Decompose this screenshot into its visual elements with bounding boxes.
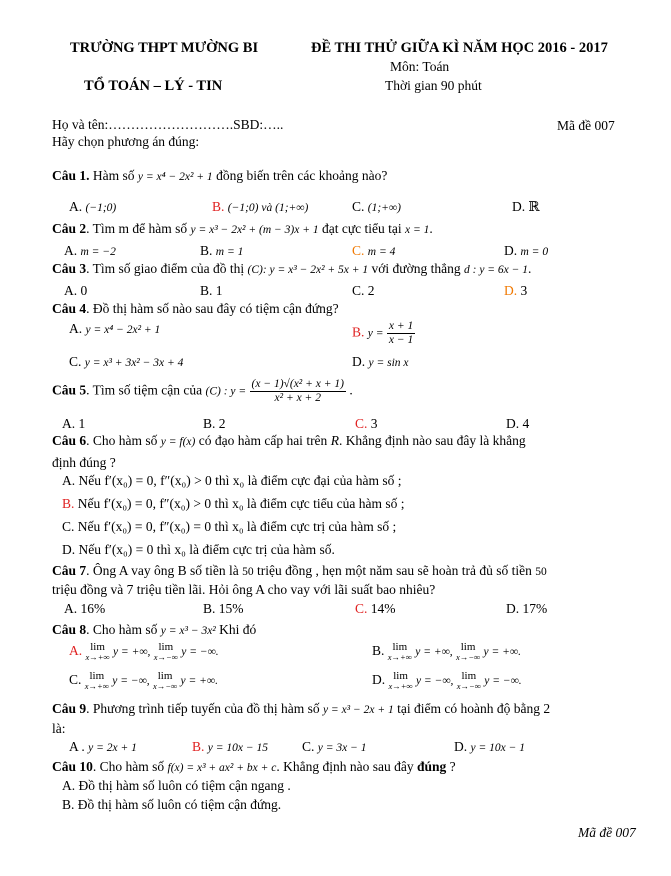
- lim-sub: x→+∞: [387, 652, 412, 662]
- question-text: .: [528, 261, 532, 276]
- question-text: đồng biến trên các khoảng nào?: [216, 168, 388, 183]
- option-letter: D.: [504, 243, 518, 258]
- option-a[interactable]: [64, 243, 116, 259]
- option-d[interactable]: [512, 199, 540, 215]
- limit: [86, 642, 110, 662]
- option-letter: C.: [352, 243, 365, 258]
- option-letter: D.: [506, 601, 520, 616]
- option-c[interactable]: [69, 671, 218, 691]
- option-b[interactable]: [62, 496, 405, 512]
- question-text: . Khẳng định nào sau đây: [276, 759, 414, 774]
- option-letter: C.: [302, 739, 315, 754]
- option-c[interactable]: [352, 243, 395, 259]
- option-a[interactable]: [69, 642, 219, 662]
- option-value: Đồ thị hàm số luôn có tiệm cận ngang .: [78, 778, 291, 793]
- formula: y =: [367, 327, 384, 340]
- option-value: y = 10x − 1: [470, 742, 525, 754]
- option-value: ℝ: [528, 199, 540, 214]
- formula: y = x³ − 3x²: [160, 625, 216, 637]
- formula: y = f(x): [160, 436, 196, 448]
- name-line: Họ và tên:……………………….SBD:…..: [52, 117, 284, 132]
- question-text: Hàm số: [92, 168, 135, 183]
- option-letter: A.: [69, 321, 83, 336]
- lim-word: lim: [460, 641, 476, 653]
- question-3: [52, 261, 531, 277]
- option-value: 2: [218, 416, 226, 431]
- option-d[interactable]: [506, 601, 547, 617]
- option-letter: A .: [69, 739, 85, 754]
- question-text: .: [429, 221, 433, 236]
- exam-code: Mã đề 007: [557, 118, 615, 133]
- option-c[interactable]: [355, 601, 396, 617]
- option-letter: B.: [192, 739, 205, 754]
- option-a[interactable]: [69, 199, 116, 215]
- limit: [153, 671, 177, 691]
- option-d[interactable]: [372, 671, 522, 691]
- option-value: y = 2x + 1: [88, 742, 137, 754]
- question-label: Câu 8: [52, 622, 87, 637]
- lim-word: lim: [90, 641, 105, 653]
- option-letter: A.: [69, 643, 83, 659]
- formula: (C): y = x³ − 2x² + 5x + 1: [247, 264, 369, 276]
- question-label: Câu 3: [52, 261, 87, 276]
- question-label: Câu 1.: [52, 168, 90, 183]
- option-b[interactable]: [372, 642, 521, 662]
- option-value: (−1;0): [85, 202, 117, 214]
- option-value: Nếu f′(x₀) = 0, f″(x₀) = 0 thì x₀ là điểm cực trị của hàm số ;: [77, 519, 397, 534]
- option-letter: B.: [62, 496, 75, 511]
- option-a[interactable]: [69, 321, 160, 337]
- option-d[interactable]: [504, 243, 548, 259]
- department: TỔ TOÁN – LÝ - TIN: [84, 78, 223, 94]
- option-value: 14%: [370, 601, 396, 616]
- numerator: (x − 1)√(x² + x + 1): [251, 378, 344, 390]
- option-value: y = 10x − 15: [207, 742, 268, 754]
- question-10: [52, 759, 456, 775]
- fraction: [250, 378, 346, 405]
- lim-word: lim: [392, 641, 408, 653]
- option-value: y = 3x − 1: [317, 742, 367, 754]
- question-7-line2: triệu đồng và 7 triệu tiền lãi. Hỏi ông A cho vay với lãi suất bao nhiêu?: [52, 582, 436, 597]
- question-1: [52, 168, 387, 184]
- question-6: [52, 433, 526, 449]
- option-letter: D.: [352, 354, 366, 369]
- option-letter: A.: [62, 416, 76, 431]
- option-letter: B.: [203, 416, 216, 431]
- option-letter: C.: [69, 672, 82, 688]
- option-value: Đồ thị hàm số luôn có tiệm cận đứng.: [77, 797, 282, 812]
- option-c[interactable]: [302, 739, 367, 755]
- numerator: x + 1: [388, 320, 414, 332]
- option-letter: D.: [454, 739, 468, 754]
- lim-word: lim: [461, 670, 477, 682]
- option-c[interactable]: [69, 354, 183, 370]
- lim-word: lim: [158, 641, 174, 653]
- option-value: 0: [80, 283, 88, 298]
- limit: [85, 671, 109, 691]
- limit: [457, 671, 481, 691]
- lim-sub: x→−∞: [153, 652, 178, 662]
- question-label: Câu 5: [52, 382, 87, 398]
- question-text: . Phương trình tiếp tuyến của đồ thị hàm số: [86, 701, 320, 716]
- option-value: y = sin x: [368, 357, 409, 369]
- emphasis: đúng: [416, 759, 447, 774]
- question-4: [52, 301, 339, 317]
- question-label: Câu 7: [52, 563, 87, 578]
- formula: y = x³ − 2x² + (m − 3)x + 1: [190, 224, 319, 236]
- option-value: y = +∞.: [180, 675, 218, 688]
- option-value: y = +∞,: [415, 646, 453, 659]
- question-text: . Đồ thị hàm số nào sau đây có tiệm cận đứng?: [86, 301, 339, 316]
- option-letter: D.: [504, 283, 518, 298]
- option-a[interactable]: [62, 473, 402, 489]
- question-8: [52, 622, 256, 638]
- option-value: y = −∞.: [484, 675, 522, 688]
- option-a[interactable]: [62, 778, 291, 794]
- option-letter: D.: [62, 542, 76, 557]
- question-label: Câu 4: [52, 301, 87, 316]
- option-value: 2: [367, 283, 375, 298]
- option-letter: D.: [512, 199, 526, 214]
- duration: Thời gian 90 phút: [385, 78, 482, 93]
- option-b[interactable]: [200, 243, 243, 259]
- option-c[interactable]: [355, 416, 378, 432]
- option-value: m = 0: [520, 246, 549, 258]
- formula: y = x⁴ − 2x² + 1: [137, 171, 213, 183]
- option-value: m = 1: [215, 246, 244, 258]
- option-c[interactable]: [352, 283, 375, 299]
- option-d[interactable]: [62, 542, 335, 558]
- question-text: . Tìm m để hàm số: [86, 221, 188, 236]
- option-value: y = −∞,: [415, 675, 454, 688]
- question-label: Câu 10: [52, 759, 93, 774]
- denominator: x² + x + 2: [274, 392, 321, 404]
- question-text: . Cho hàm số: [86, 433, 158, 448]
- option-letter: D.: [372, 672, 386, 688]
- exam-title: ĐỀ THI THỬ GIỮA KÌ NĂM HỌC 2016 - 2017: [311, 40, 608, 56]
- option-letter: A.: [62, 473, 76, 488]
- option-letter: B.: [352, 324, 365, 340]
- question-text: tại điểm có hoành độ bằng 2: [397, 701, 551, 716]
- option-value: m = −2: [80, 246, 116, 258]
- option-b[interactable]: [203, 601, 244, 617]
- question-2: [52, 221, 433, 237]
- option-letter: B.: [200, 283, 213, 298]
- option-value: 1: [215, 283, 223, 298]
- lim-sub: x→−∞: [456, 681, 481, 691]
- amount: 50: [242, 566, 254, 578]
- option-letter: B.: [203, 601, 216, 616]
- question-text: Khi đó: [219, 622, 257, 637]
- limit: [388, 642, 412, 662]
- formula: y = x³ − 2x + 1: [322, 704, 394, 716]
- denominator: x − 1: [388, 334, 414, 346]
- instruction: Hãy chọn phương án đúng:: [52, 134, 200, 149]
- option-letter: B.: [212, 199, 225, 214]
- lim-sub: x→−∞: [153, 681, 178, 691]
- question-text: .: [349, 382, 353, 398]
- formula: (C) : y =: [205, 385, 247, 398]
- option-value: 3: [370, 416, 378, 431]
- option-value: Nếu f′(x₀) = 0 thì x₀ là điểm cực trị của hàm số.: [78, 542, 335, 557]
- limit: [389, 671, 413, 691]
- question-7: [52, 563, 547, 579]
- set-symbol: R: [330, 433, 339, 448]
- option-d[interactable]: [352, 354, 409, 370]
- option-value: (−1;0) và (1;+∞): [227, 202, 309, 214]
- question-text: . Ông A vay ông B số tiền là: [86, 563, 239, 578]
- option-b[interactable]: [352, 320, 415, 347]
- option-b[interactable]: [62, 797, 281, 813]
- option-letter: C.: [62, 519, 75, 534]
- option-letter: A.: [64, 243, 78, 258]
- limit: [456, 642, 480, 662]
- option-a[interactable]: [64, 601, 105, 617]
- option-value: Nếu f′(x₀) = 0, f″(x₀) > 0 thì x₀ là điểm cực đại của hàm số ;: [78, 473, 402, 488]
- option-letter: A.: [64, 283, 78, 298]
- question-label: Câu 2: [52, 221, 87, 236]
- option-value: y = −∞.: [181, 646, 219, 659]
- option-letter: B.: [62, 797, 75, 812]
- amount: 50: [535, 566, 547, 578]
- option-letter: C.: [355, 601, 368, 616]
- lim-sub: x→+∞: [85, 652, 110, 662]
- question-5: [52, 378, 353, 405]
- option-letter: B.: [200, 243, 213, 258]
- question-text: . Tìm số giao điểm của đồ thị: [86, 261, 245, 276]
- limit: [154, 642, 178, 662]
- question-text: có đạo hàm cấp hai trên: [198, 433, 328, 448]
- option-value: 4: [522, 416, 530, 431]
- option-letter: C.: [352, 283, 365, 298]
- lim-sub: x→+∞: [388, 681, 413, 691]
- question-text: với đường thẳng: [371, 261, 461, 276]
- question-text: . Tìm số tiệm cận của: [86, 382, 203, 398]
- question-text: ?: [449, 759, 456, 774]
- subject: Môn: Toán: [390, 59, 450, 74]
- question-6-line2: định đúng ?: [52, 455, 116, 470]
- option-value: Nếu f′(x₀) = 0, f″(x₀) > 0 thì x₀ là điểm cực tiểu của hàm số ;: [77, 496, 405, 511]
- option-b[interactable]: [200, 283, 223, 299]
- option-value: 17%: [522, 601, 548, 616]
- option-value: y = +∞,: [112, 646, 151, 659]
- option-value: y = x³ + 3x² − 3x + 4: [84, 357, 184, 369]
- school-name: TRƯỜNG THPT MƯỜNG BI: [70, 40, 259, 56]
- question-text: . Khẳng định nào sau đây là khẳng: [338, 433, 526, 448]
- question-label: Câu 9: [52, 701, 87, 716]
- option-a[interactable]: [69, 739, 137, 755]
- question-text: . Cho hàm số: [86, 622, 158, 637]
- option-value: 16%: [80, 601, 106, 616]
- option-letter: C.: [355, 416, 368, 431]
- option-value: y = −∞,: [112, 675, 150, 688]
- option-a[interactable]: [64, 283, 87, 299]
- footer-exam-code: Mã đề 007: [578, 825, 636, 840]
- lim-word: lim: [393, 670, 408, 682]
- question-label: Câu 6: [52, 433, 87, 448]
- question-9: [52, 701, 550, 717]
- formula: x = 1: [405, 224, 430, 236]
- option-d[interactable]: [454, 739, 525, 755]
- fraction: [387, 320, 415, 347]
- option-letter: A.: [64, 601, 78, 616]
- lim-sub: x→−∞: [456, 652, 481, 662]
- option-value: (1;+∞): [367, 202, 401, 214]
- option-value: y = x⁴ − 2x² + 1: [85, 324, 161, 336]
- option-c[interactable]: [62, 519, 396, 535]
- option-letter: A.: [62, 778, 76, 793]
- option-b[interactable]: [203, 416, 226, 432]
- question-text: đạt cực tiểu tại: [321, 221, 402, 236]
- option-a[interactable]: [62, 416, 85, 432]
- lim-word: lim: [157, 670, 173, 682]
- lim-word: lim: [89, 670, 105, 682]
- question-9-line2: là:: [52, 721, 66, 736]
- option-d[interactable]: [506, 416, 529, 432]
- option-value: 15%: [218, 601, 244, 616]
- formula: f(x) = x³ + ax² + bx + c: [167, 762, 277, 774]
- option-letter: D.: [506, 416, 520, 431]
- option-d[interactable]: [504, 283, 527, 299]
- option-letter: C.: [352, 199, 365, 214]
- option-c[interactable]: [352, 199, 401, 215]
- option-value: 1: [78, 416, 86, 431]
- formula: d : y = 6x − 1: [463, 264, 529, 276]
- option-letter: B.: [372, 643, 385, 659]
- question-text: triệu đồng , hẹn một năm sau sẽ hoàn trả đủ số tiền: [257, 563, 532, 578]
- option-b[interactable]: [192, 739, 268, 755]
- question-text: . Cho hàm số: [92, 759, 165, 774]
- option-letter: C.: [69, 354, 82, 369]
- lim-sub: x→+∞: [84, 681, 109, 691]
- option-value: y = +∞.: [483, 646, 521, 659]
- option-letter: A.: [69, 199, 83, 214]
- option-b[interactable]: [212, 199, 308, 215]
- option-value: m = 4: [367, 246, 396, 258]
- option-value: 3: [520, 283, 528, 298]
